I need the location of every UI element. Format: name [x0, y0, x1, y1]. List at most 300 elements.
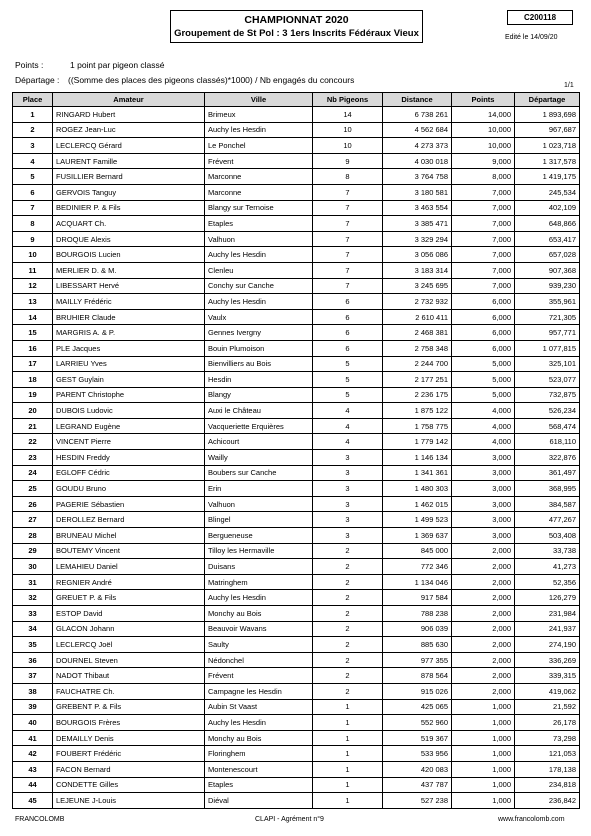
- cell-ville: Etaples: [205, 216, 313, 232]
- cell-departage: 648,866: [515, 216, 580, 232]
- cell-amateur: LEJEUNE J-Louis: [53, 793, 205, 809]
- cell-place: 9: [13, 231, 53, 247]
- cell-amateur: HESDIN Freddy: [53, 450, 205, 466]
- cell-place: 20: [13, 403, 53, 419]
- table-row: [13, 418, 580, 434]
- cell-points: 7,000: [452, 216, 515, 232]
- cell-amateur: ACQUART Ch.: [53, 216, 205, 232]
- cell-nb-pigeons: 2: [313, 543, 383, 559]
- cell-distance: 1 462 015: [383, 496, 452, 512]
- cell-ville: Wailly: [205, 450, 313, 466]
- cell-ville: Monchy au Bois: [205, 606, 313, 622]
- cell-departage: 52,356: [515, 574, 580, 590]
- cell-points: 8,000: [452, 169, 515, 185]
- cell-points: 1,000: [452, 777, 515, 793]
- cell-ville: Frévent: [205, 153, 313, 169]
- cell-departage: 178,138: [515, 761, 580, 777]
- cell-points: 7,000: [452, 184, 515, 200]
- table-row: [13, 465, 580, 481]
- cell-points: 5,000: [452, 356, 515, 372]
- cell-points: 6,000: [452, 294, 515, 310]
- cell-departage: 568,474: [515, 418, 580, 434]
- cell-departage: 526,234: [515, 403, 580, 419]
- cell-place: 32: [13, 590, 53, 606]
- cell-departage: 657,028: [515, 247, 580, 263]
- col-header-departage: Départage: [515, 93, 580, 107]
- cell-amateur: CONDETTE Gilles: [53, 777, 205, 793]
- cell-points: 1,000: [452, 793, 515, 809]
- table-row: [13, 122, 580, 138]
- cell-place: 19: [13, 387, 53, 403]
- table-row: [13, 262, 580, 278]
- table-row: [13, 574, 580, 590]
- table-row: [13, 668, 580, 684]
- cell-distance: 527 238: [383, 793, 452, 809]
- cell-nb-pigeons: 2: [313, 606, 383, 622]
- col-header-place: Place: [13, 93, 53, 107]
- cell-amateur: LIBESSART Hervé: [53, 278, 205, 294]
- cell-amateur: BEDINIER P. & Fils: [53, 200, 205, 216]
- cell-points: 3,000: [452, 450, 515, 466]
- table-row: [13, 652, 580, 668]
- cell-nb-pigeons: 5: [313, 356, 383, 372]
- cell-distance: 772 346: [383, 559, 452, 575]
- cell-departage: 73,298: [515, 730, 580, 746]
- cell-departage: 322,876: [515, 450, 580, 466]
- cell-departage: 274,190: [515, 637, 580, 653]
- cell-distance: 3 183 314: [383, 262, 452, 278]
- cell-amateur: GLACON Johann: [53, 621, 205, 637]
- ranking-table: [12, 92, 580, 809]
- cell-ville: Conchy sur Canche: [205, 278, 313, 294]
- table-row: [13, 231, 580, 247]
- document-code: C200118: [507, 10, 573, 25]
- cell-points: 2,000: [452, 637, 515, 653]
- page-number: 1/1: [564, 82, 574, 89]
- cell-ville: Floringhem: [205, 746, 313, 762]
- table-row: [13, 606, 580, 622]
- table-row: [13, 746, 580, 762]
- cell-place: 12: [13, 278, 53, 294]
- cell-nb-pigeons: 2: [313, 652, 383, 668]
- cell-nb-pigeons: 9: [313, 153, 383, 169]
- cell-ville: Hesdin: [205, 372, 313, 388]
- cell-ville: Auchy les Hesdin: [205, 122, 313, 138]
- cell-place: 26: [13, 496, 53, 512]
- table-row: [13, 340, 580, 356]
- cell-ville: Beauvoir Wavans: [205, 621, 313, 637]
- cell-amateur: VINCENT Pierre: [53, 434, 205, 450]
- cell-amateur: LAURENT Famille: [53, 153, 205, 169]
- cell-distance: 519 367: [383, 730, 452, 746]
- cell-distance: 2 610 411: [383, 309, 452, 325]
- cell-nb-pigeons: 3: [313, 450, 383, 466]
- cell-nb-pigeons: 7: [313, 184, 383, 200]
- cell-amateur: DOURNEL Steven: [53, 652, 205, 668]
- page-title: CHAMPIONNAT 2020: [244, 14, 349, 26]
- cell-departage: 336,269: [515, 652, 580, 668]
- cell-ville: Diéval: [205, 793, 313, 809]
- cell-place: 35: [13, 637, 53, 653]
- table-row: [13, 184, 580, 200]
- cell-points: 2,000: [452, 574, 515, 590]
- col-header-distance: Distance: [383, 93, 452, 107]
- table-row: [13, 512, 580, 528]
- cell-nb-pigeons: 2: [313, 574, 383, 590]
- cell-ville: Vacqueriette Erquières: [205, 418, 313, 434]
- cell-departage: 732,875: [515, 387, 580, 403]
- cell-distance: 3 764 758: [383, 169, 452, 185]
- cell-departage: 33,738: [515, 543, 580, 559]
- cell-points: 5,000: [452, 387, 515, 403]
- cell-distance: 917 584: [383, 590, 452, 606]
- footer-right: www.francolomb.com: [498, 816, 565, 823]
- cell-points: 2,000: [452, 590, 515, 606]
- table-row: [13, 590, 580, 606]
- cell-amateur: LARRIEU Yves: [53, 356, 205, 372]
- cell-departage: 419,062: [515, 683, 580, 699]
- cell-place: 8: [13, 216, 53, 232]
- cell-amateur: ROGEZ Jean-Luc: [53, 122, 205, 138]
- cell-ville: Auchy les Hesdin: [205, 294, 313, 310]
- cell-place: 28: [13, 528, 53, 544]
- cell-points: 2,000: [452, 652, 515, 668]
- cell-departage: 967,687: [515, 122, 580, 138]
- cell-departage: 368,995: [515, 481, 580, 497]
- cell-amateur: GERVOIS Tanguy: [53, 184, 205, 200]
- cell-ville: Auchy les Hesdin: [205, 247, 313, 263]
- cell-points: 2,000: [452, 543, 515, 559]
- table-row: [13, 216, 580, 232]
- cell-points: 10,000: [452, 138, 515, 154]
- cell-place: 4: [13, 153, 53, 169]
- cell-place: 13: [13, 294, 53, 310]
- table-row: [13, 496, 580, 512]
- title-box: [170, 10, 423, 43]
- cell-ville: Bergueneuse: [205, 528, 313, 544]
- cell-points: 7,000: [452, 247, 515, 263]
- cell-points: 4,000: [452, 418, 515, 434]
- cell-distance: 4 562 684: [383, 122, 452, 138]
- cell-points: 14,000: [452, 107, 515, 123]
- cell-place: 39: [13, 699, 53, 715]
- cell-nb-pigeons: 8: [313, 169, 383, 185]
- cell-nb-pigeons: 2: [313, 668, 383, 684]
- cell-departage: 503,408: [515, 528, 580, 544]
- cell-ville: Bienvilliers au Bois: [205, 356, 313, 372]
- cell-ville: Nédonchel: [205, 652, 313, 668]
- cell-points: 2,000: [452, 683, 515, 699]
- cell-distance: 1 758 775: [383, 418, 452, 434]
- cell-departage: 1 077,815: [515, 340, 580, 356]
- cell-nb-pigeons: 1: [313, 715, 383, 731]
- cell-distance: 3 463 554: [383, 200, 452, 216]
- cell-ville: Montenescourt: [205, 761, 313, 777]
- cell-place: 45: [13, 793, 53, 809]
- cell-place: 34: [13, 621, 53, 637]
- cell-ville: Aubin St Vaast: [205, 699, 313, 715]
- cell-points: 2,000: [452, 559, 515, 575]
- cell-place: 36: [13, 652, 53, 668]
- table-row: [13, 528, 580, 544]
- cell-nb-pigeons: 14: [313, 107, 383, 123]
- cell-ville: Achicourt: [205, 434, 313, 450]
- cell-ville: Frévent: [205, 668, 313, 684]
- table-row: [13, 138, 580, 154]
- cell-distance: 3 329 294: [383, 231, 452, 247]
- cell-departage: 939,230: [515, 278, 580, 294]
- cell-nb-pigeons: 6: [313, 340, 383, 356]
- cell-place: 33: [13, 606, 53, 622]
- points-label: Points :: [15, 60, 44, 70]
- cell-amateur: FOUBERT Frédéric: [53, 746, 205, 762]
- cell-nb-pigeons: 4: [313, 434, 383, 450]
- cell-departage: 1 419,175: [515, 169, 580, 185]
- cell-points: 1,000: [452, 715, 515, 731]
- cell-amateur: DEMAILLY Denis: [53, 730, 205, 746]
- cell-ville: Auchy les Hesdin: [205, 590, 313, 606]
- cell-nb-pigeons: 3: [313, 481, 383, 497]
- cell-place: 25: [13, 481, 53, 497]
- cell-distance: 788 238: [383, 606, 452, 622]
- cell-place: 23: [13, 450, 53, 466]
- cell-place: 30: [13, 559, 53, 575]
- cell-distance: 1 480 303: [383, 481, 452, 497]
- cell-distance: 2 732 932: [383, 294, 452, 310]
- cell-distance: 1 369 637: [383, 528, 452, 544]
- table-row: [13, 200, 580, 216]
- cell-amateur: LECLERCQ Gérard: [53, 138, 205, 154]
- table-row: [13, 621, 580, 637]
- cell-amateur: GREUET P. & Fils: [53, 590, 205, 606]
- cell-points: 2,000: [452, 621, 515, 637]
- cell-points: 4,000: [452, 403, 515, 419]
- table-row: [13, 403, 580, 419]
- cell-departage: 325,101: [515, 356, 580, 372]
- cell-departage: 384,587: [515, 496, 580, 512]
- cell-ville: Saulty: [205, 637, 313, 653]
- cell-departage: 1 023,718: [515, 138, 580, 154]
- cell-place: 31: [13, 574, 53, 590]
- cell-distance: 1 875 122: [383, 403, 452, 419]
- cell-distance: 2 244 700: [383, 356, 452, 372]
- cell-ville: Matringhem: [205, 574, 313, 590]
- table-row: [13, 325, 580, 341]
- cell-distance: 2 177 251: [383, 372, 452, 388]
- cell-departage: 361,497: [515, 465, 580, 481]
- cell-ville: Blingel: [205, 512, 313, 528]
- cell-amateur: RINGARD Hubert: [53, 107, 205, 123]
- cell-ville: Vaulx: [205, 309, 313, 325]
- cell-amateur: DEROLLEZ Bernard: [53, 512, 205, 528]
- cell-place: 16: [13, 340, 53, 356]
- table-row: [13, 153, 580, 169]
- cell-points: 2,000: [452, 668, 515, 684]
- cell-departage: 1 317,578: [515, 153, 580, 169]
- cell-amateur: LECLERCQ Joël: [53, 637, 205, 653]
- cell-place: 3: [13, 138, 53, 154]
- cell-amateur: BRUNEAU Michel: [53, 528, 205, 544]
- cell-amateur: FAUCHATRE Ch.: [53, 683, 205, 699]
- cell-amateur: DROQUE Alexis: [53, 231, 205, 247]
- cell-departage: 477,267: [515, 512, 580, 528]
- cell-amateur: BOURGOIS Frères: [53, 715, 205, 731]
- cell-points: 6,000: [452, 325, 515, 341]
- cell-amateur: BOURGOIS Lucien: [53, 247, 205, 263]
- cell-place: 17: [13, 356, 53, 372]
- cell-departage: 653,417: [515, 231, 580, 247]
- cell-departage: 234,818: [515, 777, 580, 793]
- cell-amateur: PARENT Christophe: [53, 387, 205, 403]
- cell-nb-pigeons: 1: [313, 793, 383, 809]
- cell-place: 24: [13, 465, 53, 481]
- cell-ville: Le Ponchel: [205, 138, 313, 154]
- table-row: [13, 278, 580, 294]
- cell-points: 6,000: [452, 309, 515, 325]
- table-row: [13, 372, 580, 388]
- cell-nb-pigeons: 2: [313, 621, 383, 637]
- table-row: [13, 450, 580, 466]
- table-row: [13, 309, 580, 325]
- table-row: [13, 761, 580, 777]
- cell-ville: Duisans: [205, 559, 313, 575]
- cell-departage: 402,109: [515, 200, 580, 216]
- cell-nb-pigeons: 7: [313, 278, 383, 294]
- col-header-ville: Ville: [205, 93, 313, 107]
- cell-nb-pigeons: 6: [313, 325, 383, 341]
- cell-ville: Marconne: [205, 169, 313, 185]
- cell-place: 1: [13, 107, 53, 123]
- cell-nb-pigeons: 7: [313, 200, 383, 216]
- cell-departage: 41,273: [515, 559, 580, 575]
- cell-distance: 2 758 348: [383, 340, 452, 356]
- cell-ville: Campagne les Hesdin: [205, 683, 313, 699]
- cell-amateur: PAGERIE Sébastien: [53, 496, 205, 512]
- cell-points: 1,000: [452, 761, 515, 777]
- cell-place: 42: [13, 746, 53, 762]
- cell-ville: Auxi le Château: [205, 403, 313, 419]
- cell-points: 6,000: [452, 340, 515, 356]
- cell-departage: 721,305: [515, 309, 580, 325]
- cell-distance: 906 039: [383, 621, 452, 637]
- cell-distance: 552 960: [383, 715, 452, 731]
- cell-distance: 885 630: [383, 637, 452, 653]
- cell-amateur: REGNIER André: [53, 574, 205, 590]
- table-row: [13, 387, 580, 403]
- cell-nb-pigeons: 5: [313, 387, 383, 403]
- cell-points: 7,000: [452, 200, 515, 216]
- cell-place: 14: [13, 309, 53, 325]
- cell-nb-pigeons: 3: [313, 528, 383, 544]
- cell-points: 7,000: [452, 262, 515, 278]
- cell-distance: 425 065: [383, 699, 452, 715]
- cell-distance: 437 787: [383, 777, 452, 793]
- cell-points: 1,000: [452, 746, 515, 762]
- table-row: [13, 434, 580, 450]
- cell-amateur: NADOT Thibaut: [53, 668, 205, 684]
- cell-ville: Brimeux: [205, 107, 313, 123]
- col-header-points: Points: [452, 93, 515, 107]
- cell-points: 1,000: [452, 730, 515, 746]
- cell-place: 10: [13, 247, 53, 263]
- cell-ville: Valhuon: [205, 496, 313, 512]
- cell-distance: 1 134 046: [383, 574, 452, 590]
- cell-distance: 878 564: [383, 668, 452, 684]
- cell-amateur: FACON Bernard: [53, 761, 205, 777]
- table-row: [13, 730, 580, 746]
- cell-nb-pigeons: 1: [313, 730, 383, 746]
- cell-distance: 915 026: [383, 683, 452, 699]
- cell-points: 3,000: [452, 481, 515, 497]
- table-row: [13, 777, 580, 793]
- cell-departage: 241,937: [515, 621, 580, 637]
- cell-distance: 2 236 175: [383, 387, 452, 403]
- table-row: [13, 683, 580, 699]
- cell-nb-pigeons: 2: [313, 590, 383, 606]
- cell-amateur: ESTOP David: [53, 606, 205, 622]
- cell-place: 43: [13, 761, 53, 777]
- cell-place: 41: [13, 730, 53, 746]
- cell-distance: 533 956: [383, 746, 452, 762]
- cell-distance: 3 385 471: [383, 216, 452, 232]
- cell-distance: 420 083: [383, 761, 452, 777]
- edit-date: Edité le 14/09/20: [505, 34, 558, 41]
- page-subtitle: Groupement de St Pol : 3 1ers Inscrits Fédéraux Vieux: [174, 28, 419, 39]
- cell-place: 6: [13, 184, 53, 200]
- cell-amateur: LEMAHIEU Daniel: [53, 559, 205, 575]
- cell-departage: 245,534: [515, 184, 580, 200]
- cell-nb-pigeons: 7: [313, 247, 383, 263]
- cell-nb-pigeons: 1: [313, 761, 383, 777]
- cell-nb-pigeons: 2: [313, 637, 383, 653]
- cell-nb-pigeons: 6: [313, 294, 383, 310]
- cell-points: 3,000: [452, 465, 515, 481]
- table-row: [13, 107, 580, 123]
- cell-distance: 845 000: [383, 543, 452, 559]
- cell-points: 1,000: [452, 699, 515, 715]
- cell-distance: 3 180 581: [383, 184, 452, 200]
- table-row: [13, 356, 580, 372]
- cell-points: 7,000: [452, 231, 515, 247]
- cell-nb-pigeons: 4: [313, 418, 383, 434]
- footer-left: FRANCOLOMB: [15, 816, 65, 823]
- cell-place: 27: [13, 512, 53, 528]
- cell-place: 18: [13, 372, 53, 388]
- cell-distance: 1 341 361: [383, 465, 452, 481]
- cell-nb-pigeons: 3: [313, 496, 383, 512]
- cell-nb-pigeons: 3: [313, 512, 383, 528]
- cell-departage: 236,842: [515, 793, 580, 809]
- cell-nb-pigeons: 7: [313, 231, 383, 247]
- cell-place: 5: [13, 169, 53, 185]
- cell-distance: 3 056 086: [383, 247, 452, 263]
- cell-distance: 4 030 018: [383, 153, 452, 169]
- cell-departage: 907,368: [515, 262, 580, 278]
- cell-nb-pigeons: 10: [313, 138, 383, 154]
- cell-nb-pigeons: 1: [313, 699, 383, 715]
- cell-departage: 231,984: [515, 606, 580, 622]
- table-row: [13, 637, 580, 653]
- footer-center: CLAPI - Agrément n°9: [255, 816, 324, 823]
- cell-amateur: DUBOIS Ludovic: [53, 403, 205, 419]
- cell-distance: 4 273 373: [383, 138, 452, 154]
- cell-points: 5,000: [452, 372, 515, 388]
- cell-amateur: FUSILLIER Bernard: [53, 169, 205, 185]
- cell-amateur: MARGRIS A. & P.: [53, 325, 205, 341]
- cell-departage: 1 893,698: [515, 107, 580, 123]
- cell-departage: 121,053: [515, 746, 580, 762]
- cell-points: 2,000: [452, 606, 515, 622]
